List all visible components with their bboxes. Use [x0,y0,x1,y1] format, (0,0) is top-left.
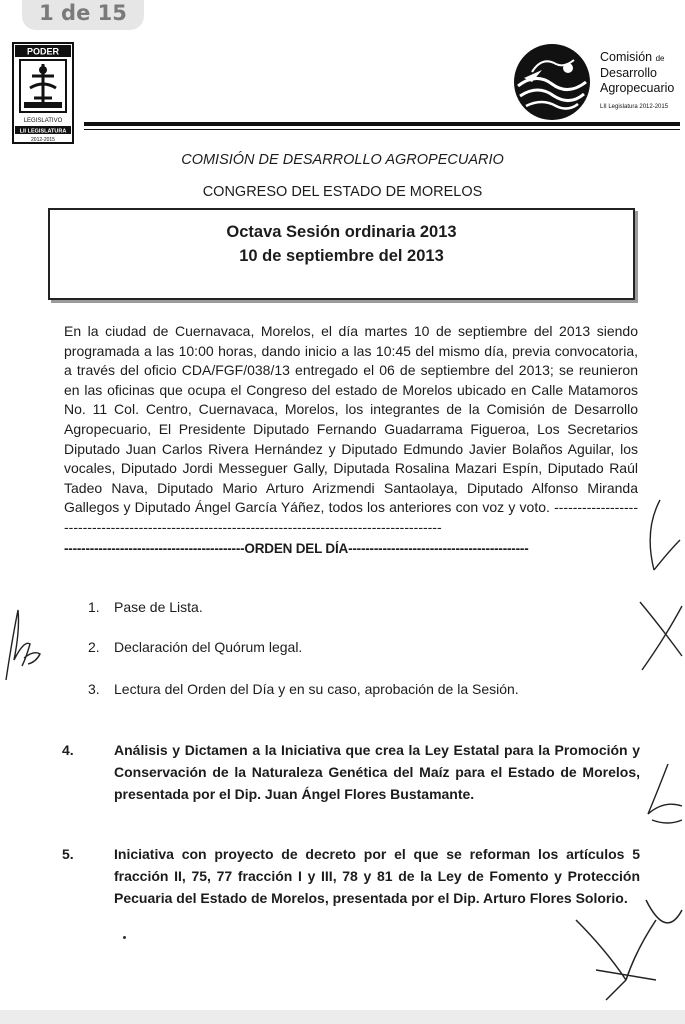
stray-mark [123,936,126,939]
poder-legislativo-logo [12,42,74,144]
viewer-bottom-bar [0,1010,685,1024]
signature-right-x [636,596,685,676]
session-title-box [48,208,635,300]
commission-emblem [512,42,592,122]
page-indicator: 1 de 15 [22,0,144,30]
session-title: Octava Sesión ordinaria 2013 [226,223,457,241]
orden-del-dia-heading: ------------------------------------------ORDEN DEL DÍA------------------------------------------ [64,541,529,556]
signature-right-top [640,490,685,580]
svg-text:LEGISLATIVO: LEGISLATIVO [23,118,63,124]
commission-logo-text: Comisión de Desarrollo Agropecuario LII Legislatura 2012-2015 [600,50,675,110]
session-date: 10 de septiembre del 2013 [239,247,444,265]
congress-title: CONGRESO DEL ESTADO DE MORELOS [202,184,483,200]
intro-paragraph: En la ciudad de Cuernavaca, Morelos, el día martes 10 de septiembre del 2013 siendo programada a las 10:00 horas, dando inicio a las 10:45 del mismo día, previa convocatoria, a través del oficio CDA/FGF/038/13 entregado el 06 de septiembre del 2013; se reunieron en las oficinas que ocupa el Congreso del estado de Morelos ubicado en Calle Matamoros No. 11 Col. Centro, Cuernavaca, Morelos, los integrantes de la Comisión de Desarrollo Agropecuario, El Presidente Diputado Fernando Guadarrama Figueroa, Los Secretarios Diputado Juan Carlos Rivera Hernández y Diputado Edmundo Javier Bolaños Aguilar, los vocales, Diputado Jordi Messeguer Gally, Diputada Rosalina Mazari Espín, Diputado Raúl Tadeo Nava, Diputado Mario Arturo Arizmendi Santaolaya, Diputado Alfonso Miranda Gallegos y Diputado Ángel García Yáñez, todos los anteriores con voz y voto. --------------------------------------------------------------------------------------------------- [64,323,638,535]
agenda-item-3: 3. Lectura del Orden del Día y en su caso, aprobación de la Sesión. [88,681,519,697]
agenda-item-1: 1. Pase de Lista. [88,599,203,615]
commission-title: COMISIÓN DE DESARROLLO AGROPECUARIO [181,152,504,168]
agenda-item-4: 4. Análisis y Dictamen a la Iniciativa que crea la Ley Estatal para la Promoción y Conservación de la Naturaleza Genética del Maíz para el Estado de Morelos, presentada por el Dip. Juan Ángel Flores Bustamante. [62,742,640,802]
header-divider [84,122,680,126]
svg-text:2012-2015: 2012-2015 [31,137,55,143]
agenda-item-2: 2. Declaración del Quórum legal. [88,639,303,655]
signature-bottom-right [566,880,685,1010]
header-divider-thin [84,129,680,130]
signature-left [0,600,46,690]
svg-text:LII LEGISLATURA: LII LEGISLATURA [19,128,67,135]
svg-text:PODER: PODER [26,46,60,57]
agenda-item-5: 5. Iniciativa con proyecto de decreto por el que se reforman los artículos 5 fracción II, 75, 77 fracción I y III, 78 y 81 de la Ley de Fomento y Protección Pecuaria del Estado de Morelos, presentada por el Dip. Arturo Flores Solorio. [62,846,640,906]
signature-right-mid [628,760,685,840]
